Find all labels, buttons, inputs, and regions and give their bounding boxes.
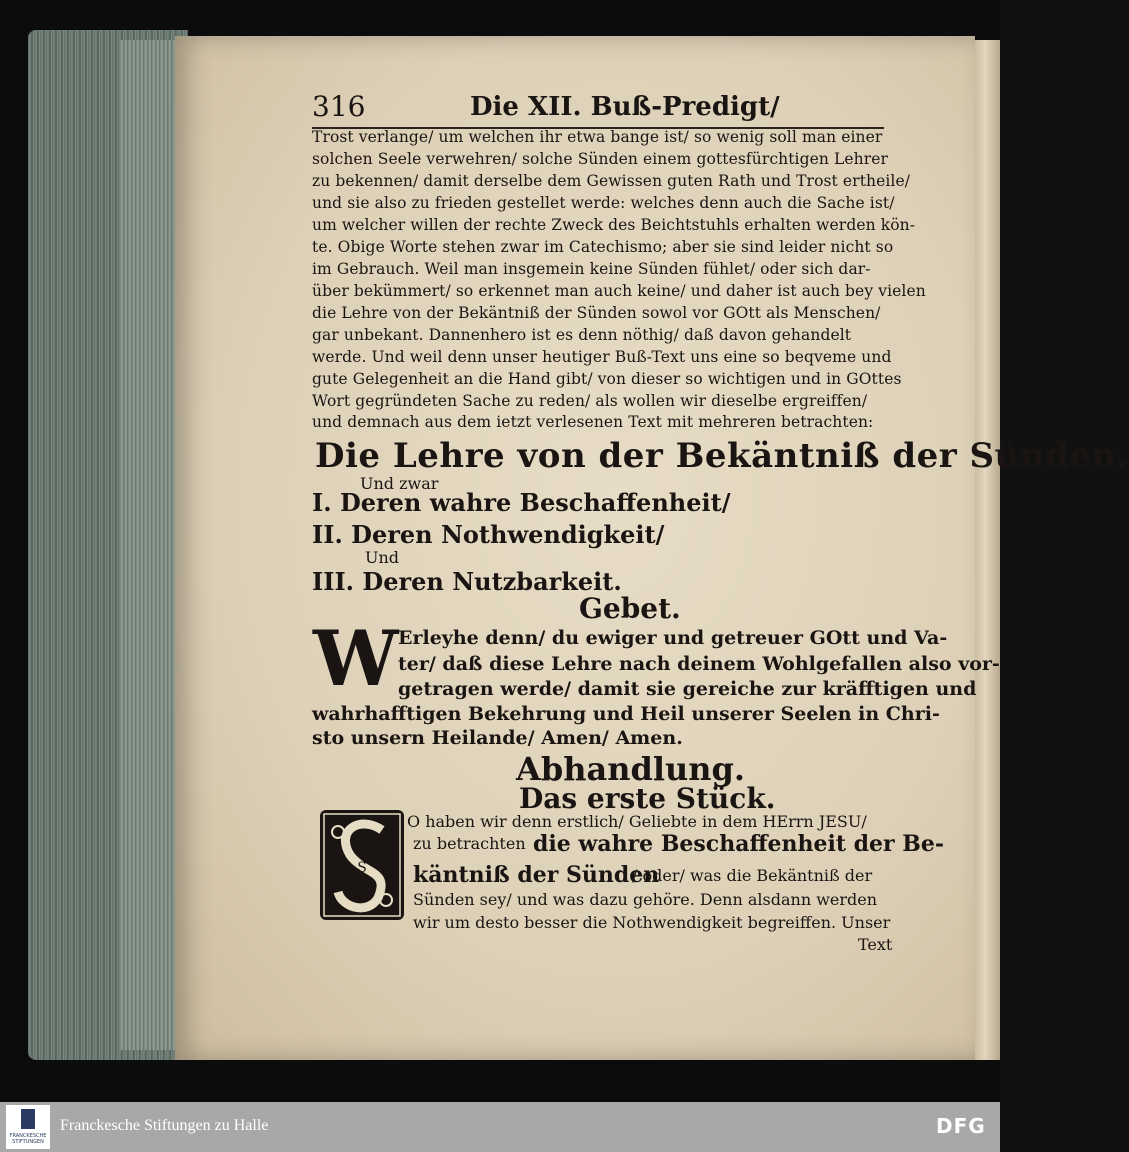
body-line: werde. Und weil denn unser heutiger Buß-Text uns eine so beqveme und: [312, 348, 892, 366]
body-line: Wort gegründeten Sache zu reden/ als wollen wir dieselbe ergreiffen/: [312, 392, 868, 410]
intro-line-part: / oder/ was die Bekäntniß der: [632, 866, 873, 885]
point-3: III. Deren Nutzbarkeit.: [312, 567, 622, 596]
body-line: im Gebrauch. Weil man insgemein keine Sünden fühlet/ oder sich dar-: [312, 260, 871, 278]
point-1: I. Deren wahre Beschaffenheit/: [312, 488, 731, 517]
body-line: gar unbekant. Dannenhero ist es denn nöthig/ daß davon gehandelt: [312, 326, 852, 344]
logo-mark-icon: [21, 1109, 35, 1129]
intro-line-part: zu betrachten: [413, 834, 526, 853]
body-line: und demnach aus dem ietzt verlesenen Text mit mehreren betrachten:: [312, 413, 874, 431]
intro-line: wir um desto besser die Nothwendigkeit begreiffen. Unser: [413, 913, 891, 932]
body-line: Trost verlange/ um welchen ihr etwa bange ist/ so wenig soll man einer: [312, 128, 883, 146]
logo-text: FRANCKESCHE STIFTUNGEN: [9, 1133, 47, 1145]
prayer-line: ter/ daß diese Lehre nach deinem Wohlgefallen also vor-: [398, 653, 1000, 675]
gebet-title: Gebet.: [579, 592, 681, 625]
running-title: Die XII. Buß-Predigt/: [470, 92, 780, 122]
intro-line-bold: käntniß der Sünden: [413, 862, 660, 888]
body-line: zu bekennen/ damit derselbe dem Gewissen guten Rath und Trost ertheile/: [312, 172, 911, 190]
body-line: und sie also zu frieden gestellet werde: welches denn auch die Sache ist/: [312, 194, 895, 212]
intro-line-bold: die wahre Beschaffenheit der Be-: [533, 831, 945, 857]
body-line: solchen Seele verwehren/ solche Sünden einem gottesfürchtigen Lehrer: [312, 150, 889, 168]
prayer-line: wahrhafftigen Bekehrung und Heil unserer Seelen in Chri-: [312, 703, 940, 725]
decorative-initial-s: [320, 810, 404, 920]
abhandlung-title: Abhandlung.: [516, 750, 746, 788]
prayer-line: getragen werde/ damit sie gereiche zur kräfftigen und: [398, 678, 977, 700]
book-page-edges-inner: [120, 40, 180, 1050]
page-number: 316: [312, 90, 366, 123]
intro-line: O haben wir denn erstlich/ Geliebte in dem HErrn JESU/: [407, 812, 867, 831]
body-line: über bekümmert/ so erkennet man auch keine/ und daher ist auch bey vielen: [312, 282, 926, 300]
section-heading: Die Lehre von der Bekäntniß der Sünden.: [315, 436, 1129, 476]
und-zwar: Und zwar: [360, 474, 439, 493]
point-2: II. Deren Nothwendigkeit/: [312, 520, 665, 549]
dfg-logo[interactable]: DFG: [936, 1114, 986, 1138]
body-line: gute Gelegenheit an die Hand gibt/ von dieser so wichtigen und in GOttes: [312, 370, 902, 388]
erste-stueck-title: Das erste Stück.: [519, 782, 776, 815]
body-line: um welcher willen der rechte Zweck des Beichtstuhls erhalten werden kön-: [312, 216, 916, 234]
body-line: die Lehre von der Bekäntniß der Sünden sowol vor GOtt als Menschen/: [312, 304, 881, 322]
body-line: te. Obige Worte stehen zwar im Catechismo; aber sie sind leider nicht so: [312, 238, 894, 256]
initial-s-letter: S: [357, 860, 367, 876]
catchword: Text: [858, 935, 893, 954]
initial-s-icon: [320, 810, 404, 920]
intro-line: Sünden sey/ und was dazu gehöre. Denn alsdann werden: [413, 890, 878, 909]
und-connector: Und: [365, 548, 400, 567]
institution-logo[interactable]: [6, 1105, 50, 1149]
prayer-initial: W: [313, 614, 399, 703]
book-right-edge: [975, 40, 1000, 1060]
institution-name[interactable]: Franckesche Stiftungen zu Halle: [60, 1117, 269, 1134]
prayer-line: sto unsern Heilande/ Amen/ Amen.: [312, 727, 683, 749]
prayer-line: Erleyhe denn/ du ewiger und getreuer GOtt und Va-: [398, 627, 948, 649]
